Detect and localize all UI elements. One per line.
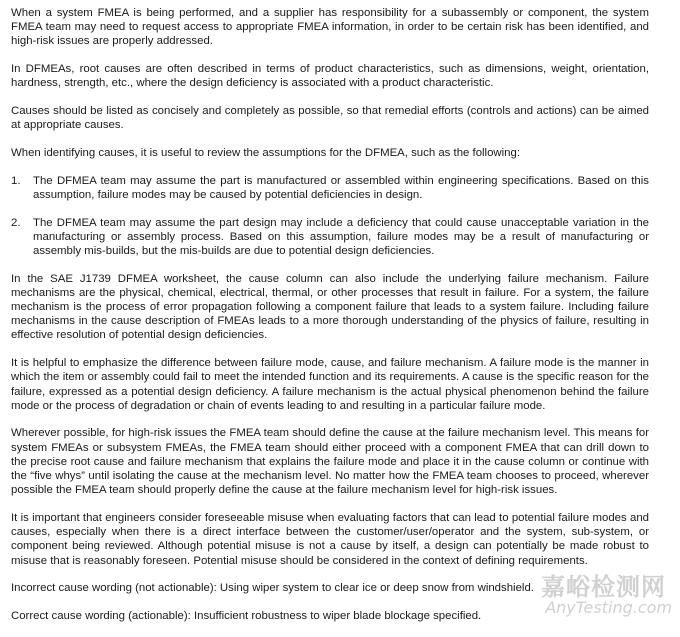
paragraph-failure-mechanisms: In the SAE J1739 DFMEA worksheet, the cause column can also include the underlying failure mechanism. Failure mechanisms are the physical, chemical, electrical, thermal, or other processes that result in failure. For a system, the failure mechanism is the process of error propagation following a component failure that leads to a system failure. Including failure mechanisms in the cause description of FMEAs leads to a more thorough understanding of the physics of failure, resulting in effective resolution of potential design deficiencies. [11, 272, 649, 342]
watermark-chinese-text: 嘉峪检测网 [541, 573, 666, 601]
list-item-2 [11, 216, 649, 259]
list-text: The DFMEA team may assume the part is manufactured or assembled within engineering specifications. Based on this assumption, failure modes may be caused by potential deficiencies in design. [33, 174, 649, 201]
list-number: 2. [11, 216, 21, 229]
paragraph-high-risk: Wherever possible, for high-risk issues the FMEA team should define the cause at the failure mechanism level. This means for system FMEAs or subsystem FMEAs, the FMEA team should either proceed with a component FMEA that can drill down to the precise root cause and failure mechanism that explains the failure mode and place it in the cause column or continue with the “five whys” until isolating the cause at the mechanism level. No matter how the FMEA team chooses to proceed, wherever possible the FMEA team should properly define the cause at the failure mechanism level for high-risk issues. [11, 427, 649, 497]
paragraph-foreseeable-misuse: It is important that engineers consider foreseeable misuse when evaluating factors that can lead to potential failure modes and causes, especially when there is a direct interface between the customer/user/operator and the system, sub-system, or component being reviewed. Although potential misuse is not a cause by itself, a design can potentially be made robust to misuse that is reasonably foreseen. Potential misuse should be considered in the context of defining requirements. [11, 511, 649, 567]
watermark-site-text: AnyTesting.com [545, 598, 672, 617]
list-text: The DFMEA team may assume the part design may include a deficiency that could cause unacceptable variation in the manufacturing or assembly process. Based on this assumption, failure modes may be a result of manufacturing or assembly mis-builds, but the mis-builds are due to potential design deficiencies. [33, 216, 649, 257]
list-number: 1. [11, 174, 21, 187]
paragraph-correct-wording: Correct cause wording (actionable): Insufficient robustness to wiper blade blockage specified. [11, 610, 482, 622]
paragraph-causes-listed: Causes should be listed as concisely and completely as possible, so that remedial efforts (controls and actions) can be aimed at appropriate causes. [11, 105, 649, 132]
paragraph-incorrect-wording: Incorrect cause wording (not actionable): Using wiper system to clear ice or deep snow from windshield. [11, 582, 534, 595]
paragraph-system-fmea: When a system FMEA is being performed, and a supplier has responsibility for a subassembly or component, the system FMEA team may need to request access to appropriate FMEA information, in order to be certain risk has been identified, and high-risk issues are properly addressed. [11, 7, 649, 48]
document-page [11, 6, 649, 637]
paragraph-mode-cause-mechanism: It is helpful to emphasize the difference between failure mode, cause, and failure mechanism. A failure mode is the manner in which the item or assembly could fail to meet the intended function and its requirements. A cause is the specific reason for the failure, expressed as a potential design deficiency. A failure mechanism is the actual physical phenomenon behind the failure mode or the process of degradation or chain of events leading to and resulting in a particular failure mode. [11, 357, 649, 412]
list-item-1 [11, 174, 649, 202]
paragraph-identifying-causes: When identifying causes, it is useful to review the assumptions for the DFMEA, such as the following: [11, 146, 521, 159]
paragraph-root-causes: In DFMEAs, root causes are often described in terms of product characteristics, such as dimensions, weight, orientation, hardness, strength, etc., where the design deficiency is associated with a product characteristic. [11, 63, 649, 90]
